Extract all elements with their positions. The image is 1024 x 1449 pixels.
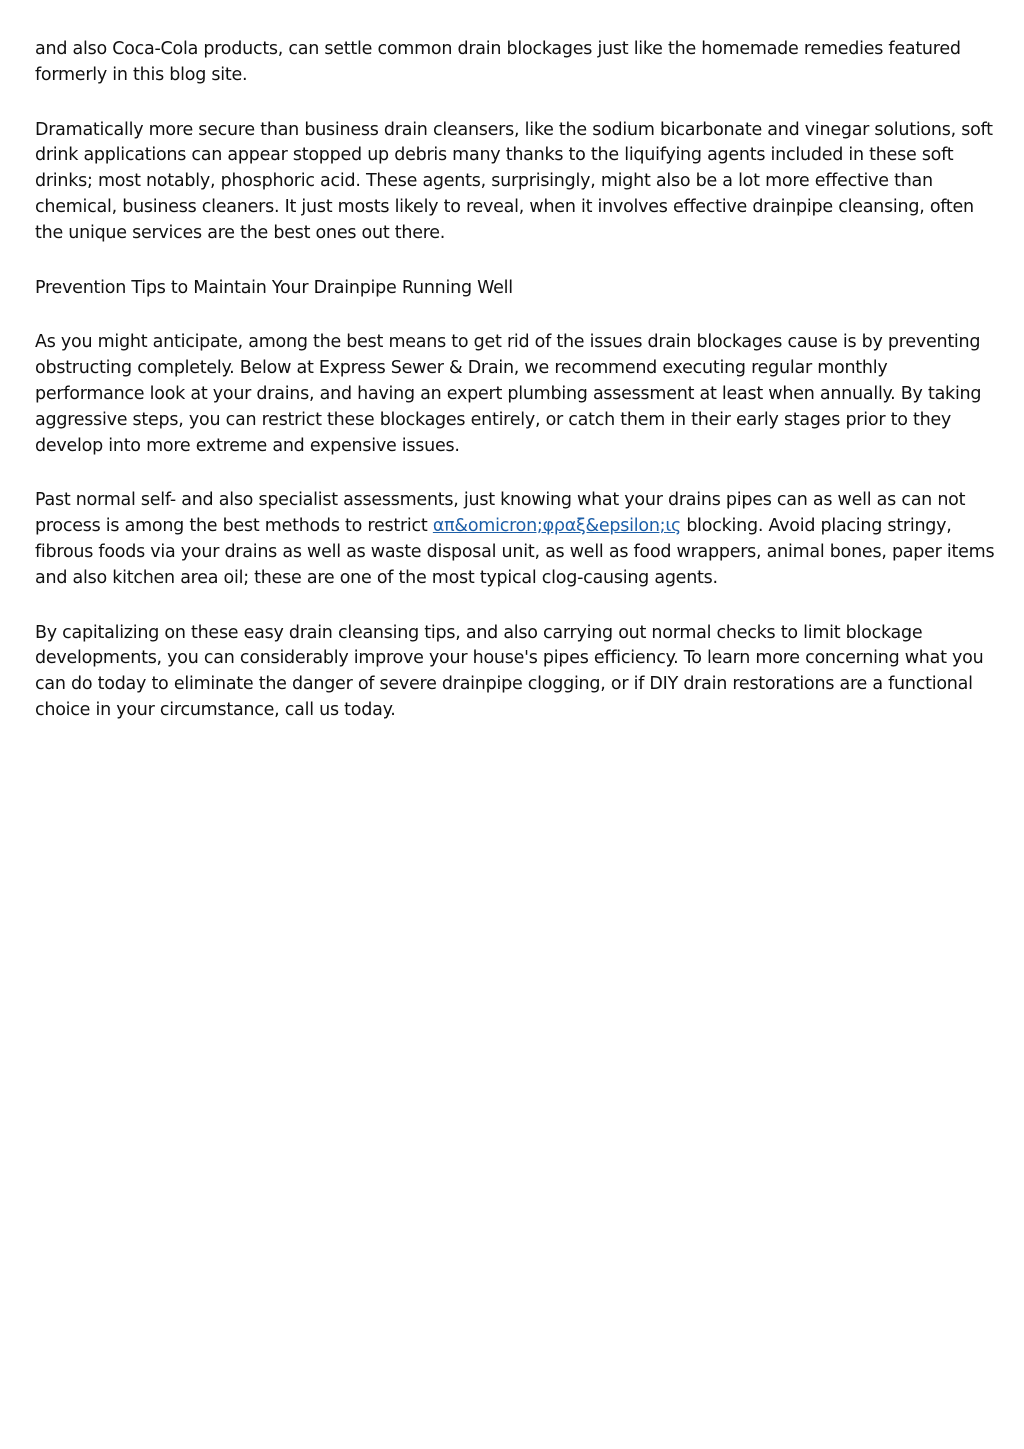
paragraph-intro: and also Coca-Cola products, can settle common drain blockages just like the homemade remedies featured formerly in this blog site. [35, 39, 961, 85]
paragraph-assessments-text-after: blocking. Avoid placing stringy, fibrous foods via your drains as well as waste disposal unit, as well as food wrappers, animal bones, paper items and also kitchen area oil; these are one of the most typical clog-causing agents. [35, 516, 995, 588]
document-page [35, 37, 995, 753]
inline-link[interactable]: απ&omicron;φραξ&epsilon;ις [432, 516, 682, 537]
paragraph-assessments-text-before: Past normal self- and also specialist assessments, just knowing what your drains pipes can as well as can not process is among the best methods to restrict [35, 490, 966, 537]
paragraph-prevention: As you might anticipate, among the best means to get rid of the issues drain blockages cause is by preventing obstructing completely. Below at Express Sewer & Drain, we recommend executing regular monthly performance look at your drains, and having an expert plumbing assessment at least when annually. By taking aggressive steps, you can restrict these blockages entirely, or catch them in their early stages prior to they develop into more extreme and expensive issues. [35, 332, 982, 456]
paragraph-conclusion: By capitalizing on these easy drain cleansing tips, and also carrying out normal checks to limit blockage developments, you can considerably improve your house's pipes efficiency. To learn more concerning what you can do today to eliminate the danger of severe drainpipe clogging, or if DIY drain restorations are a functional choice in your circumstance, call us today. [35, 622, 984, 720]
paragraph-soft-drinks: Dramatically more secure than business drain cleansers, like the sodium bicarbonate and vinegar solutions, soft drink applications can appear stopped up debris many thanks to the liquifying agents included in these soft drinks; most notably, phosphoric acid. These agents, surprisingly, might also be a lot more effective than chemical, business cleaners. It just mosts likely to reveal, when it involves effective drainpipe cleansing, often the unique services are the best ones out there. [35, 119, 993, 243]
paragraph-assessments [35, 488, 995, 591]
section-heading-prevention: Prevention Tips to Maintain Your Drainpipe Running Well [35, 277, 513, 298]
